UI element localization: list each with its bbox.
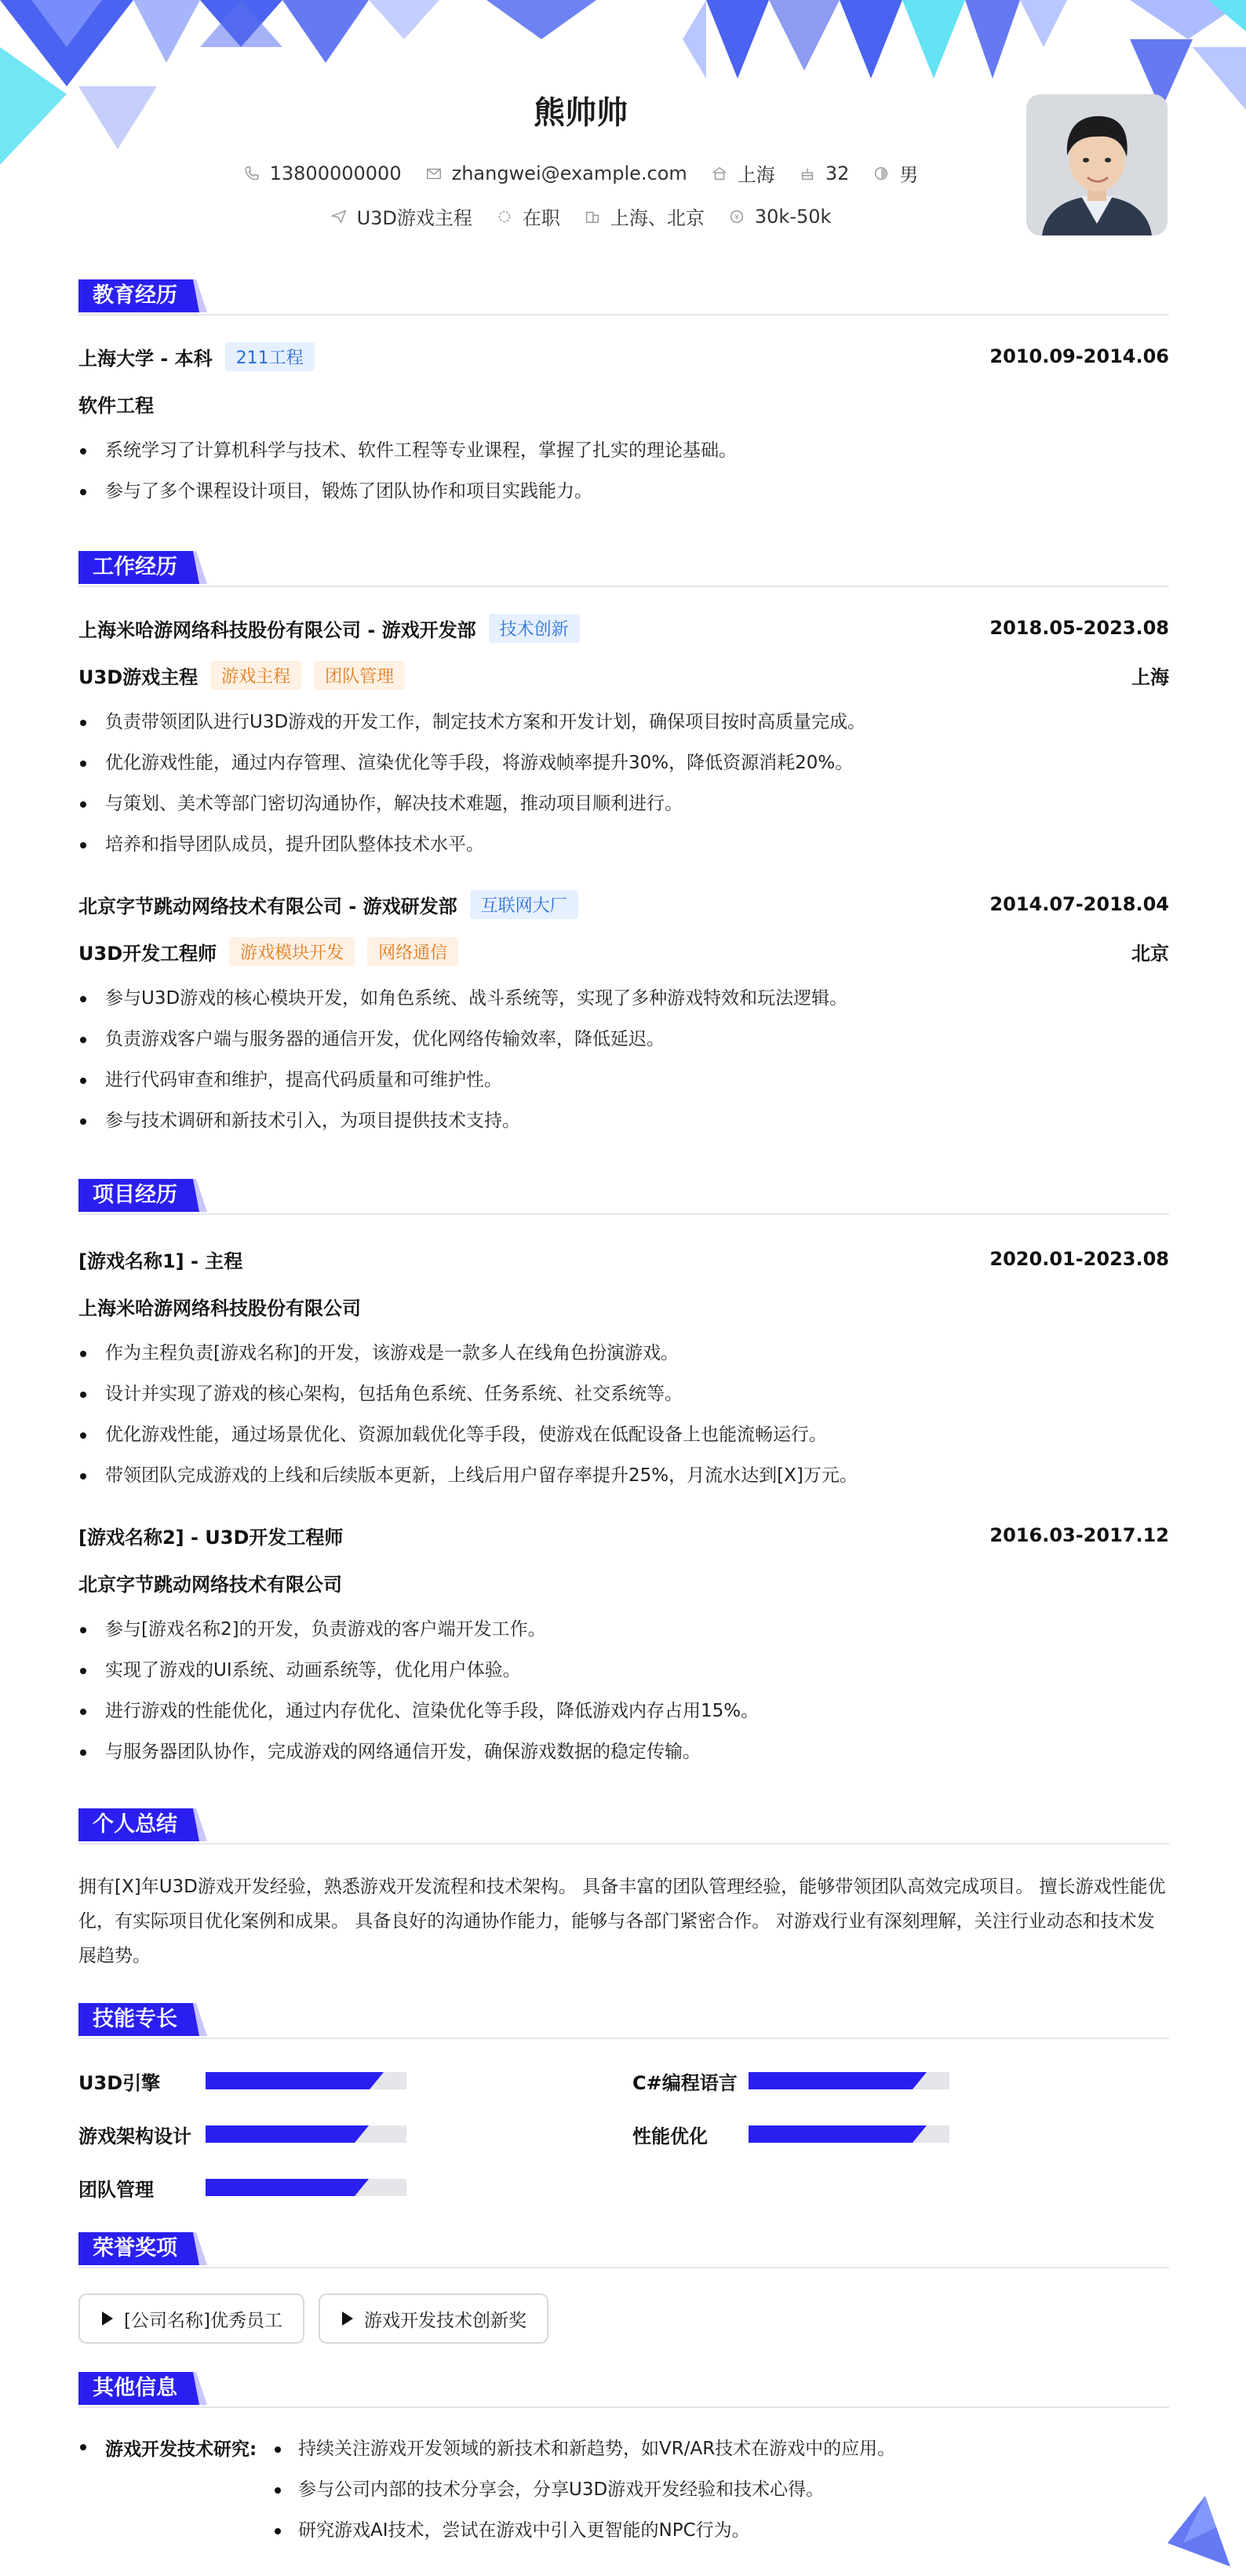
section-title: 工作经历: [78, 551, 191, 584]
section-divider: [78, 1843, 1169, 1844]
major: 软件工程: [78, 394, 154, 417]
email-text: zhangwei@example.com: [451, 162, 687, 184]
target-city-info: [584, 203, 705, 230]
section-divider: [78, 586, 1169, 587]
skill-bar: [749, 2125, 949, 2143]
role-tag: 游戏主程: [210, 661, 301, 690]
position-info: [330, 203, 472, 230]
skill-name: C#编程语言: [632, 2071, 738, 2094]
company-badge: 互联网大厂: [470, 890, 578, 919]
project-company: 北京字节跳动网络技术有限公司: [78, 1573, 342, 1596]
position-text: U3D游戏主程: [356, 207, 472, 229]
project-company-row: [78, 1567, 1169, 1598]
section-title: 其他信息: [78, 2372, 191, 2405]
corner-decoration: [1168, 2496, 1230, 2567]
list-item: 带领团队完成游戏的上线和后续版本更新，上线后用户留存率提升25%，月流水达到[X]万元。: [78, 1455, 1169, 1496]
project-company-row: [78, 1290, 1169, 1322]
section-tail-shape: [190, 551, 207, 584]
skill-bar: [206, 2179, 406, 2196]
section-divider: [78, 314, 1169, 316]
section-tail-shape: [190, 1179, 207, 1212]
work-city: 北京: [1131, 942, 1169, 965]
salary-text: 30k-50k: [754, 205, 832, 228]
salary-info: [728, 206, 832, 228]
role-title: U3D开发工程师: [78, 942, 217, 965]
list-item: 优化游戏性能，通过内存管理、渲染优化等手段，将游戏帧率提升30%，降低资源消耗20%。: [78, 743, 1169, 783]
company-name: 上海米哈游网络科技股份有限公司 - 游戏开发部: [78, 618, 476, 641]
list-item: 与服务器团队协作，完成游戏的网络通信开发，确保游戏数据的稳定传输。: [78, 1731, 1169, 1772]
age-text: 32: [825, 162, 850, 184]
candidate-name: 熊帅帅: [534, 95, 628, 131]
gender-icon: [873, 165, 890, 182]
work-company-row: [78, 888, 1169, 920]
skill-name: 游戏架构设计: [78, 2125, 191, 2147]
section-other: [78, 2372, 1169, 2406]
skill-item: [78, 2176, 406, 2199]
list-item: 参与了多个课程设计项目，锻炼了团队协作和项目实践能力。: [78, 471, 1169, 512]
role-title: U3D游戏主程: [78, 666, 199, 688]
award-label: [公司名称]优秀员工: [124, 2310, 282, 2331]
list-item: 与策划、美术等部门密切沟通协作，解决技术难题，推动项目顺利进行。: [78, 783, 1169, 824]
section-title: 荣誉奖项: [78, 2232, 191, 2265]
avatar: [1026, 94, 1168, 235]
skill-name: 性能优化: [632, 2125, 708, 2147]
list-item: 优化游戏性能，通过场景优化、资源加载优化等手段，使游戏在低配设备上也能流畅运行。: [78, 1414, 1169, 1455]
award-chip: [319, 2293, 548, 2344]
job-intent-row: [0, 203, 1161, 230]
skill-bar-fill: [206, 2179, 355, 2196]
role-tag: 游戏模块开发: [229, 937, 355, 966]
section-tail-shape: [190, 279, 207, 312]
project-date: 2020.01-2023.08: [989, 1248, 1169, 1270]
skill-bar-fill: [749, 2125, 913, 2143]
gender-info: [873, 159, 918, 187]
list-item: 负责游戏客户端与服务器的通信开发，优化网络传输效率，降低延迟。: [78, 1019, 1169, 1060]
list-item: 持续关注游戏开发领域的新技术和新趋势，如VR/AR技术在游戏中的应用。: [273, 2428, 895, 2469]
email-info: [425, 162, 687, 184]
section-projects: [78, 1179, 1169, 1213]
award-label: 游戏开发技术创新奖: [364, 2310, 526, 2331]
section-education: [78, 279, 1169, 314]
target-city-text: 上海、北京: [610, 207, 705, 229]
cake-icon: [799, 165, 816, 182]
section-tail-shape: [190, 1808, 207, 1841]
section-divider: [78, 2038, 1169, 2039]
phone-text: 13800000000: [269, 162, 402, 184]
play-icon: [102, 2311, 113, 2326]
project-title: [游戏名称2] - U3D开发工程师: [78, 1526, 344, 1549]
gender-text: 男: [899, 164, 919, 186]
list-item: 参与[游戏名称2]的开发，负责游戏的客户端开发工作。: [78, 1609, 1169, 1650]
company-badge: 技术创新: [489, 614, 580, 643]
work-role-row: [78, 936, 1169, 967]
skill-bar: [206, 2072, 406, 2089]
list-item: 进行代码审查和维护，提高代码质量和可维护性。: [78, 1060, 1169, 1100]
work-bullets: [78, 702, 1169, 865]
award-chip: [78, 2293, 304, 2344]
skill-bar-fill: [749, 2072, 913, 2089]
summary-text: 拥有[X]年U3D游戏开发经验，熟悉游戏开发流程和技术架构。 具备丰富的团队管理经验，能够带领团队高效完成项目。 擅长游戏性能优化，有实际项目优化案例和成果。 具备良好的沟通协作能力，能够与各部门紧密合作。 对游戏行业有深刻理解，关注行业动态和技术发展趋势。: [78, 1877, 1166, 1966]
location-text: 上海: [737, 164, 775, 186]
other-label: 游戏开发技术研究:: [78, 2435, 257, 2461]
list-item: 实现了游戏的UI系统、动画系统等，优化用户体验。: [78, 1650, 1169, 1691]
contact-row: [0, 159, 1161, 187]
section-tail-shape: [190, 2003, 207, 2036]
list-item: 参与技术调研和新技术引入，为项目提供技术支持。: [78, 1100, 1169, 1141]
project-date: 2016.03-2017.12: [989, 1524, 1169, 1546]
list-item: 设计并实现了游戏的核心架构，包括角色系统、任务系统、社交系统等。: [78, 1374, 1169, 1414]
status-icon: [496, 208, 513, 225]
project-title-row: [78, 1243, 1169, 1275]
section-awards: [78, 2232, 1169, 2267]
other-bullets: [273, 2428, 895, 2551]
send-icon: [330, 208, 348, 225]
project-title: [游戏名称1] - 主程: [78, 1250, 243, 1272]
school-badge: 211工程: [225, 342, 315, 371]
section-title: 个人总结: [78, 1808, 191, 1841]
skill-name: U3D引擎: [78, 2071, 161, 2094]
project-title-row: [78, 1520, 1169, 1551]
role-tag: 团队管理: [314, 661, 405, 690]
project-bullets: [78, 1333, 1169, 1496]
section-tail-shape: [190, 2372, 207, 2405]
play-icon: [342, 2311, 353, 2326]
work-company-row: [78, 612, 1169, 644]
skill-bar: [206, 2125, 406, 2143]
list-item: 负责带领团队进行U3D游戏的开发工作，制定技术方案和开发计划，确保项目按时高质量完成。: [78, 702, 1169, 743]
list-item: 参与公司内部的技术分享会，分享U3D游戏开发经验和技术心得。: [273, 2469, 895, 2510]
work-bullets: [78, 978, 1169, 1141]
section-divider: [78, 1213, 1169, 1215]
work-role-row: [78, 659, 1169, 691]
list-item: 培养和指导团队成员，提升团队整体技术水平。: [78, 824, 1169, 865]
skill-bar-fill: [206, 2072, 370, 2089]
major-row: [78, 389, 1169, 418]
role-tag: 网络通信: [367, 937, 458, 966]
skill-bar-fill: [206, 2125, 355, 2143]
skill-name: 团队管理: [78, 2178, 154, 2201]
svg-text:¥: ¥: [734, 213, 739, 222]
list-item: 参与U3D游戏的核心模块开发，如角色系统、战斗系统等，实现了多种游戏特效和玩法逻辑。: [78, 978, 1169, 1019]
age-info: [799, 162, 850, 184]
list-item: 系统学习了计算机科学与技术、软件工程等专业课程，掌握了扎实的理论基础。: [78, 430, 1169, 471]
status-text: 在职: [522, 207, 560, 229]
project-bullets: [78, 1609, 1169, 1772]
education-row: [78, 341, 1169, 372]
work-date: 2018.05-2023.08: [989, 617, 1169, 639]
skill-item: [78, 2122, 406, 2146]
section-title: 教育经历: [78, 279, 191, 312]
section-title: 技能专长: [78, 2003, 191, 2036]
section-tail-shape: [190, 2232, 207, 2265]
salary-icon: [728, 208, 745, 225]
work-city: 上海: [1131, 666, 1169, 688]
education-bullets: [78, 430, 1169, 512]
home-icon: [711, 165, 728, 182]
school-name: 上海大学 - 本科: [78, 347, 213, 370]
education-date: 2010.09-2014.06: [989, 345, 1169, 367]
status-info: [496, 203, 560, 230]
phone-icon: [243, 165, 260, 182]
avatar-photo: [1026, 94, 1168, 235]
location-info: [711, 159, 775, 187]
section-work: [78, 551, 1169, 586]
list-item: 作为主程负责[游戏名称]的开发，该游戏是一款多人在线角色扮演游戏。: [78, 1333, 1169, 1374]
company-name: 北京字节跳动网络技术有限公司 - 游戏研发部: [78, 895, 457, 918]
project-company: 上海米哈游网络科技股份有限公司: [78, 1297, 361, 1319]
skill-item: [632, 2122, 949, 2146]
building-icon: [584, 208, 601, 225]
section-skills: [78, 2003, 1169, 2038]
skill-item: [78, 2069, 406, 2093]
section-summary: [78, 1808, 1169, 1843]
work-date: 2014.07-2018.04: [989, 893, 1169, 915]
mail-icon: [425, 165, 443, 182]
section-divider: [78, 2267, 1169, 2268]
list-item: 研究游戏AI技术，尝试在游戏中引入更智能的NPC行为。: [273, 2510, 895, 2551]
section-divider: [78, 2406, 1169, 2408]
resume-header: [0, 0, 1246, 259]
list-item: 进行游戏的性能优化，通过内存优化、渲染优化等手段，降低游戏内存占用15%。: [78, 1691, 1169, 1731]
skill-bar: [749, 2072, 949, 2089]
section-title: 项目经历: [78, 1179, 191, 1212]
phone-info: [243, 162, 402, 184]
skill-item: [632, 2069, 949, 2093]
